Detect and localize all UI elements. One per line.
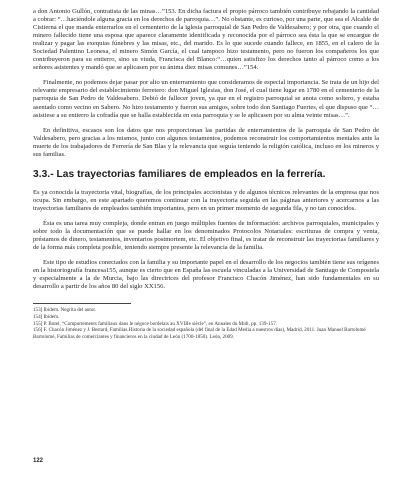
- paragraph-3: En definitiva, escasos son los datos que nos proporcionan las partidas de enterramientos de la parroquia de San Pedro de Valdesabero, pero gracias a los mismos, junto con algunos testamentos, podemos reconstruir los comportamientos mentales ante la muerte de los trabajadores de Ferrería de San Blas y la relevancia que seguía teniendo la religión católica, incluso en los mineros y sus familias.: [33, 126, 379, 158]
- paragraph-1: a don Antonio Gullón, contratista de las minas…”153. En dicha factura el propio párroco también contribuye rebajando la cantidad a cobrar: “…haciéndole alguna gracia en los derechos de parroquia…”. No obstante, es curioso, por una parte, que sea el Alcalde de Cistierna el que manda enterrarlos en el cementerio de la iglesia parroquial de San Pedro de Valdesabero; y por otra, que cuando el minero fallecido tiene una esposa que aparece claramente identificada y reconocida por el párroco sea ésta la que se encargue de realizar y pagar las exequias fúnebres y las misas, etc., del marido. Es lo que sucede cuando fallece, en 1855, en el calero de la Sociedad Palentino Leonesa, el minero Simón García, el cual tampoco hizo testamento, pero no fueron los compañeros los que contribuyeron para su entierro, sino su viuda, Francisca del Blanco:“…quien satisfizo los derechos tanto al párroco como a los señores asistentes y mandó que se aplicasen por su ánima diez misas comunes…”154.: [33, 8, 379, 72]
- footnote-154: 154] Ibídem.: [33, 314, 60, 321]
- footnote-156: 156] F. Chacón Jiménez y J. Bestard, Familias.Historia de la sociedad española (del final de la Edad Media a nuestros días), Madrid, 2011. Juan Manuel Bartolomé Bartolomé, Familias de comerciantes y financieros en la ciudad de León (1700-1850). León, 2009.: [33, 327, 366, 341]
- footnote-divider: [33, 303, 131, 304]
- paragraph-4: Es ya conocida la trayectoria vital, biografías, de los principales accionistas y de algunos técnicos relevantes de la empresa que nos ocupa. Sin embargo, en este apartado queremos continuar con la trayectoria seguida en las páginas anteriores y acercarnos a las trayectorias familiares de empleados también importantes, pero en un primer momento de segunda fila, y no tan conocidos.: [33, 188, 379, 212]
- footnote-153: 153] Ibídem. Negrita del autor.: [33, 307, 97, 314]
- paragraph-2: Finalmente, no podemos dejar pasar por alto un enterramiento que consideramos de especial importancia. Se trata de un hijo del relevante empresario del establecimiento ferretero: don Miguel Iglesias, don José, el cual tiene lugar en 1780 en el cementerio de la parroquia de San Pedro de Valdesabero. Debió de fallecer joven, ya que en el registro parroquial se anota como soltero, y estaba asentado como vecino en Sabero. No hizo testamento y fueron sus amigos, sobre todo don Santiago Fuertes, el que dispuso que “…asistiese a su entierro la cofradía que se halla establecida en esta parroquia y se le aplicasen por su alma veinte misas…”.: [33, 79, 379, 119]
- paragraph-6: Este tipo de estudios conectados con la familia y su importante papel en el desarrollo de los negocios también tiene sus orígenes en la historiografía francesa155, aunque es cierto que en España las escuela vinculadas a la Universidad de Santiago de Compostela y especialmente a la de Murcia, bajo las directrices del profesor Francisco Chacón Jiménez, han sido fundamentales en su desarrollo a partir de los años 80 del siglo XX156.: [33, 259, 379, 291]
- paragraph-5: Ésta es una tarea muy compleja, donde entran en juego múltiples fuentes de información: archivos parroquiales, municipales y sobre todo la documentación que se puede hallar en los denominados Protocolos Notariales: escrituras de compra y venta, préstamos de dinero, testamentos, inventarios postmortem, etc. El objetivo final, es tratar de reconstruir las trayectorias familiares y de la forma más completa posible, teniendo siempre presente la relevancia de la familia.: [33, 219, 379, 252]
- section-heading: 3.3.- Las trayectorias familiares de empleados en la ferrería.: [33, 168, 326, 180]
- page-number: 122: [33, 458, 44, 464]
- footnote-155: 155] P. Butel, “Comportements familiaux dans le négoce bordelais au XVIIIe siècle”, en Annales du Midi, pp. 139-157.: [33, 320, 278, 327]
- document-page: [33, 8, 379, 473]
